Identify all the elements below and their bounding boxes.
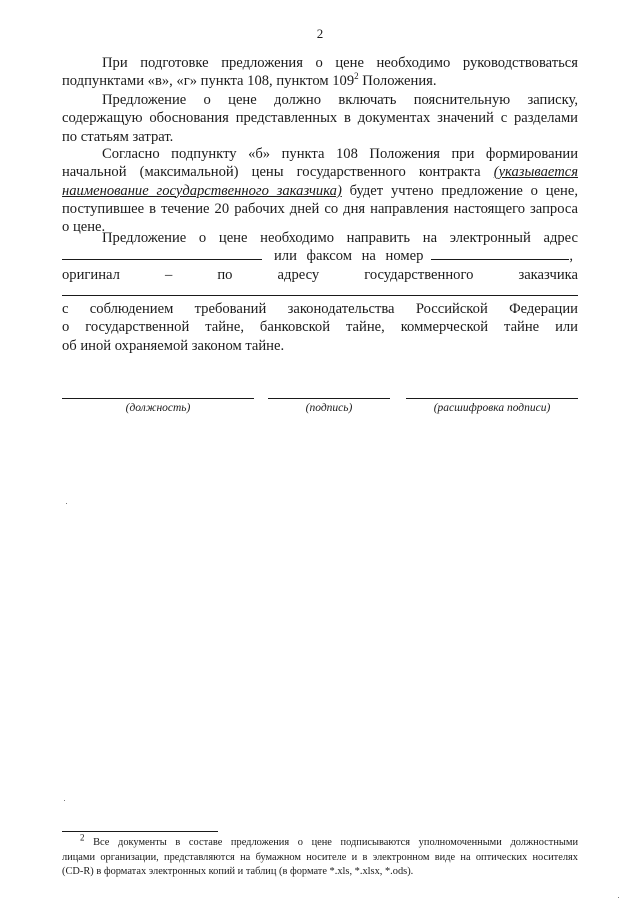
text-line: по статьям затрат. bbox=[62, 128, 174, 145]
footnote-marker: 2 bbox=[80, 832, 85, 843]
decoding-caption: (расшифровка подписи) bbox=[433, 402, 551, 414]
fax-blank bbox=[431, 247, 569, 260]
text-line: содержащую обоснования представленных в документах значений с разделами bbox=[62, 110, 578, 127]
scan-speck bbox=[66, 503, 67, 504]
text-line: поступившее в течение 20 рабочих дней со дня направления настоящего запроса bbox=[62, 200, 578, 217]
footnote bbox=[62, 832, 578, 880]
paragraph-guidance bbox=[62, 54, 578, 91]
customer-placeholder: (указывается bbox=[493, 164, 578, 181]
position-caption: (должность) bbox=[125, 402, 191, 414]
decoding-line bbox=[406, 398, 578, 399]
text-line: Согласно подпункту «б» пункта 108 Положения при формировании bbox=[102, 146, 578, 162]
position-line bbox=[62, 398, 254, 399]
paragraph-submission bbox=[62, 229, 578, 284]
paragraph-price-formation bbox=[62, 145, 578, 236]
text-line: подпунктами «в», «г» пункта 108, пунктом $109^2$ Положения. bbox=[62, 71, 437, 90]
paragraph-explanatory-note bbox=[62, 91, 578, 146]
footnote-line: лицами организации, представляются на бумажном носителе и в электронном виде на оптических носителях bbox=[62, 851, 578, 863]
footnote-line: (CD-R) в форматах электронных копий и таблиц (в формате *.xls, *.xlsx, *.ods). bbox=[62, 866, 414, 878]
email-blank bbox=[62, 247, 262, 260]
text-line: или факсом на номер , bbox=[62, 247, 578, 265]
address-blank bbox=[62, 295, 578, 296]
page-number: 2 bbox=[316, 26, 324, 41]
scan-speck bbox=[64, 800, 65, 801]
text-line: о государственной тайне, банковской тайне, коммерческой тайне или bbox=[62, 319, 578, 336]
signature-line bbox=[268, 398, 390, 399]
text-line: наименование государственного заказчика) будет учтено предложение о цене, bbox=[62, 182, 578, 199]
text-line: Предложение о цене необходимо направить на электронный адрес bbox=[102, 230, 578, 246]
text-line: с соблюдением требований законодательства Российской Федерации bbox=[62, 301, 578, 317]
text-line: При подготовке предложения о цене необходимо руководствоваться bbox=[102, 55, 578, 71]
footnote-ref: 2 bbox=[354, 71, 359, 82]
customer-placeholder: наименование государственного заказчика) bbox=[62, 182, 342, 199]
footnote-line: $^2$ Все документы в составе предложения о цене подписываются уполномоченными должностными bbox=[80, 832, 578, 848]
text-line: об иной охраняемой законом тайне. bbox=[62, 337, 285, 354]
footnote-separator bbox=[62, 831, 218, 832]
paragraph-secrecy bbox=[62, 300, 578, 355]
text-line: начальной (максимальной) цены государственного контракта (указывается bbox=[62, 164, 578, 181]
text-line: оригинал – по адресу государственного заказчика bbox=[62, 266, 578, 283]
signature-caption: (подпись) bbox=[305, 402, 353, 414]
scan-speck bbox=[618, 897, 619, 898]
text-line: о цене. bbox=[62, 219, 106, 236]
text-line: Предложение о цене должно включать пояснительную записку, bbox=[102, 92, 578, 108]
